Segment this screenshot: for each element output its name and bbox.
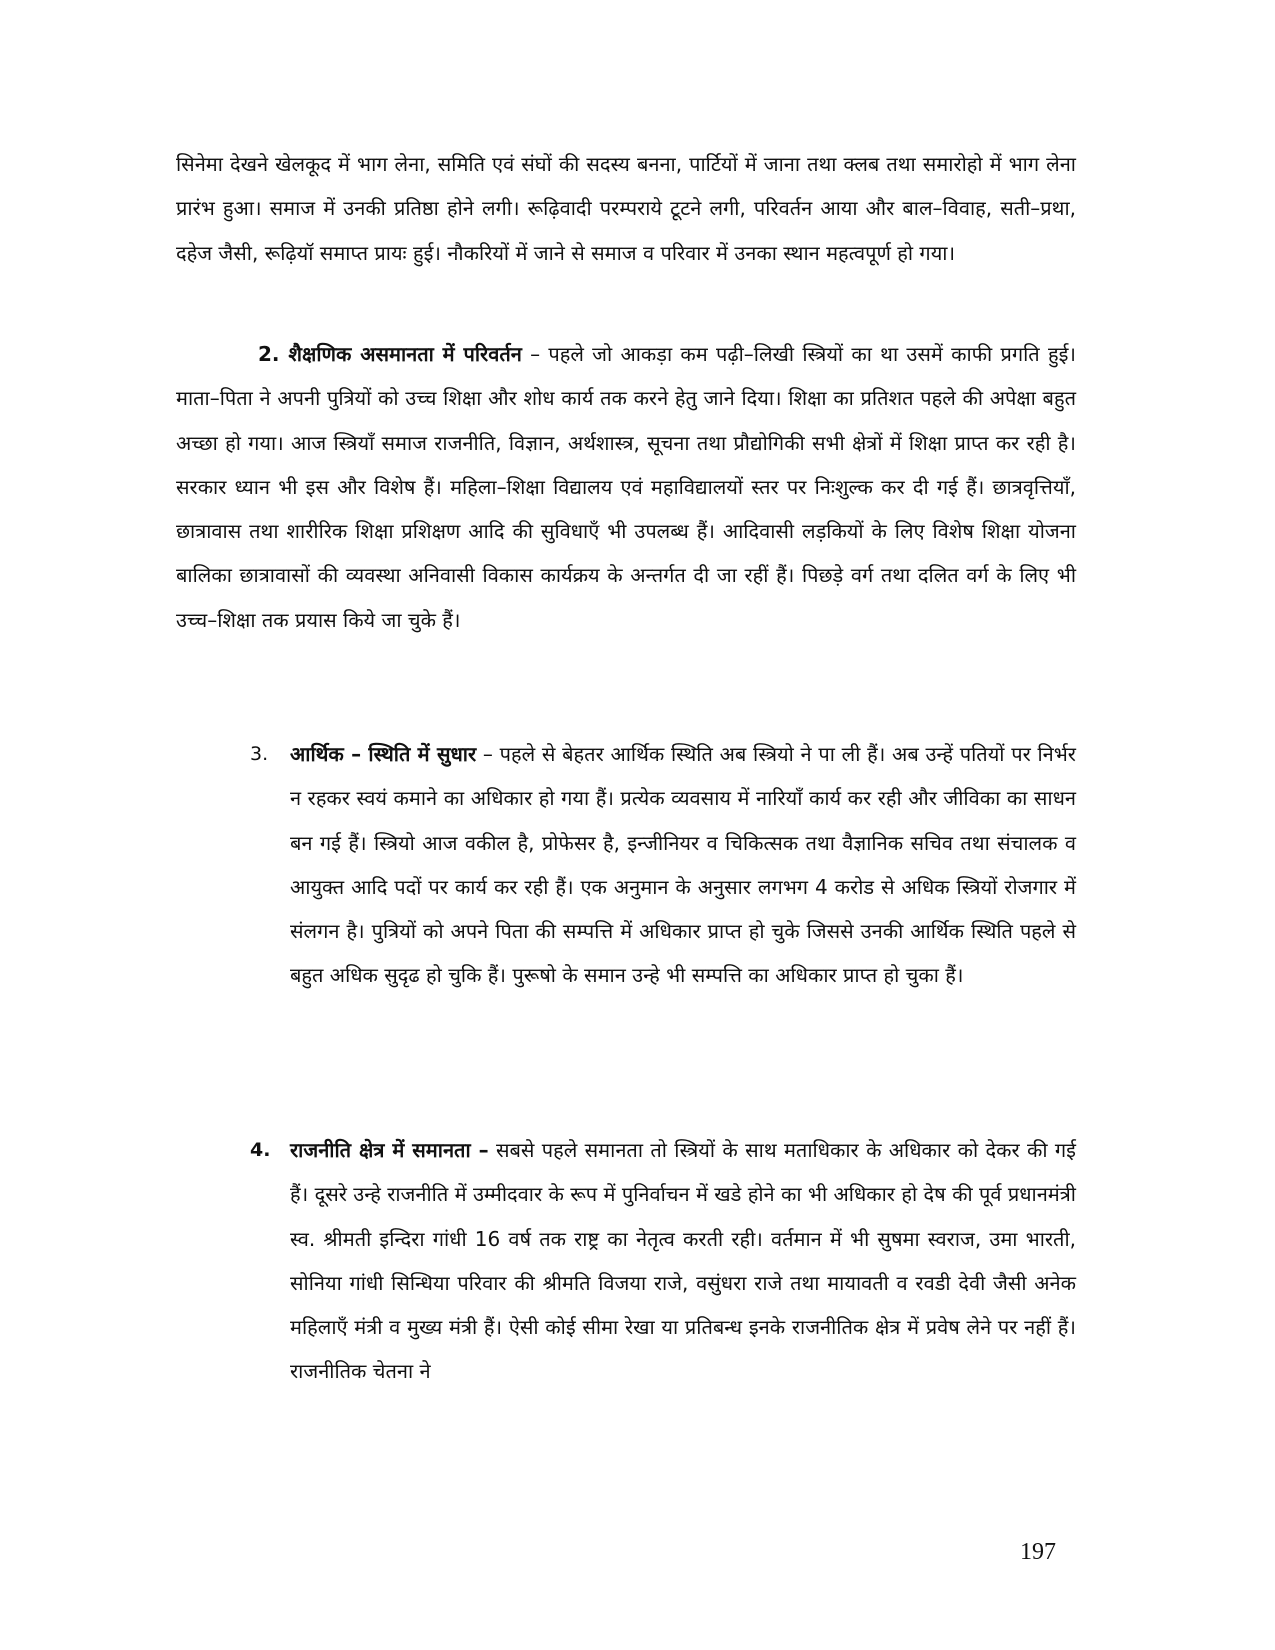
page-number: 197	[1020, 1539, 1056, 1565]
section-body	[290, 732, 1076, 998]
paragraph-continuation: सिनेमा देखने खेलकूद में भाग लेना, समिति एवं संघों की सदस्य बनना, पार्टियों में जाना तथा क्लब तथा समारोहो में भाग लेना प्रारंभ हुआ। समाज में उनकी प्रतिष्ठा होने लगी। रूढ़िवादी परम्पराये टूटने लगी, परिवर्तन आया और बाल–विवाह, सती–प्रथा, दहेज जैसी, रूढ़ियॉ समाप्त प्रायः हुई। नौकरियों में जाने से समाज व परिवार में उनका स्थान महत्वपूर्ण हो गया।	[176, 152, 1076, 265]
section-economic-status	[250, 732, 1076, 998]
section-educational-inequality	[176, 332, 1076, 642]
section-text: – पहले से बेहतर आर्थिक स्थिति अब स्त्रियो ने पा ली हैं। अब उन्हें पतियों पर निर्भर न रहकर स्वयं कमाने का अधिकार हो गया हैं। प्रत्येक व्यवसाय में नारियॉं कार्य कर रही और जीविका का साधन बन गई हैं। स्त्रियो आज वकील है, प्रोफेसर है, इन्जीनियर व चिकित्सक तथा वैज्ञानिक सचिव तथा संचालक व आयुक्त आदि पदों पर कार्य कर रही हैं। एक अनुमान के अनुसार लगभग 4 करोड से अधिक स्त्रियों रोजगार में संलगन है। पुत्रियों को अपने पिता की सम्पत्ति में अधिकार प्राप्त हो चुके जिससे उनकी आर्थिक स्थिति पहले से बहुत अधिक सुदृढ हो चुकि हैं। पुरूषो के समान उन्हे भी सम्पत्ति का अधिकार प्राप्त हो चुका हैं।	[290, 742, 1076, 988]
section-heading: 2. शैक्षणिक असमानता में परिवर्तन	[258, 342, 522, 366]
section-text: सबसे पहले समानता तो स्त्रियों के साथ मताधिकार के अधिकार को देकर की गई हैं। दूसरे उन्हे राजनीति में उम्मीदवार के रूप में पुनिर्वाचन में खडे होने का भी अधिकार हो देष की पूर्व प्रधानमंत्री स्व. श्रीमती इन्दिरा गांधी 16 वर्ष तक राष्ट्र का नेतृत्व करती रही। वर्तमान में भी सुषमा स्वराज, उमा भारती, सोनिया गांधी सिन्धिया परिवार की श्रीमति विजया राजे, वसुंधरा राजे तथा मायावती व रवडी देवी जैसी अनेक महिलाऍं मंत्री व मुख्य मंत्री हैं। ऐसी कोई सीमा रेखा या प्रतिबन्ध इनके राजनीतिक क्षेत्र में प्रवेष लेने पर नहीं हैं। राजनीतिक चेतना ने	[290, 1138, 1077, 1384]
section-text: – पहले जो आकड़ा कम पढ़ी–लिखी स्त्रियों का था उसमें काफी प्रगति हुई। माता–पिता ने अपनी पुत्रियों को उच्च शिक्षा और शोध कार्य तक करने हेतु जाने दिया। शिक्षा का प्रतिशत पहले की अपेक्षा बहुत अच्छा हो गया। आज स्त्रियॉं समाज राजनीति, विज्ञान, अर्थशास्त्र, सूचना तथा प्रौद्योगिकी सभी क्षेत्रों में शिक्षा प्राप्त कर रही है। सरकार ध्यान भी इस और विशेष हैं। महिला–शिक्षा विद्यालय एवं महाविद्यालयों स्तर पर निःशुल्क कर दी गई हैं। छात्रवृत्तियॉं, छात्रावास तथा शारीरिक शिक्षा प्रशिक्षण आदि की सुविधाएँ भी उपलब्ध हैं। आदिवासी लड़कियों के लिए विशेष शिक्षा योजना बालिका छात्रावासों की व्यवस्था अनिवासी विकास कार्यक्रय के अन्तर्गत दी जा रहीं हैं। पिछड़े वर्ग तथा दलित वर्ग के लिए भी उच्च–शिक्षा तक प्रयास किये जा चुके हैं।	[176, 342, 1076, 632]
list-number: 4.	[250, 1139, 271, 1161]
section-body	[290, 1128, 1076, 1394]
section-heading: आर्थिक – स्थिति में सुधार	[290, 742, 477, 766]
list-number: 3.	[250, 743, 269, 765]
section-political-equality	[250, 1128, 1076, 1394]
section-heading: राजनीति क्षेत्र में समानता –	[290, 1138, 489, 1162]
